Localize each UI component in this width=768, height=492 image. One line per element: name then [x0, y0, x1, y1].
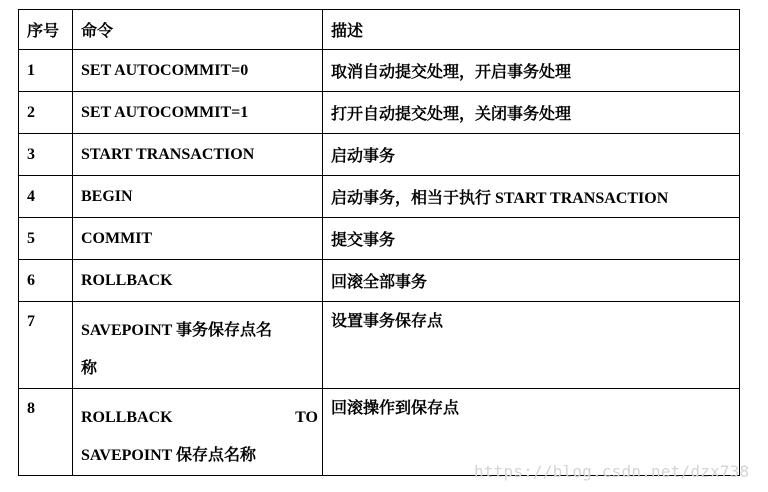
command-line-2: 称 — [81, 360, 98, 377]
transaction-commands-table — [18, 9, 740, 476]
row-command: ROLLBACK — [73, 260, 323, 302]
row-description: 回滚操作到保存点 — [323, 389, 740, 476]
table-row — [19, 302, 740, 389]
table-row — [19, 218, 740, 260]
row-seq: 2 — [19, 92, 73, 134]
row-command: START TRANSACTION — [73, 134, 323, 176]
row-seq: 4 — [19, 176, 73, 218]
row-command: SET AUTOCOMMIT=1 — [73, 92, 323, 134]
row-command: BEGIN — [73, 176, 323, 218]
row-description: 提交事务 — [323, 218, 740, 260]
row-command: COMMIT — [73, 218, 323, 260]
command-line-1: SAVEPOINT 事务保存点名 — [81, 322, 273, 339]
table-row — [19, 176, 740, 218]
row-description: 启动事务，相当于执行 START TRANSACTION — [323, 176, 740, 218]
row-seq: 8 — [19, 389, 73, 476]
row-seq: 7 — [19, 302, 73, 389]
row-description: 打开自动提交处理，关闭事务处理 — [323, 92, 740, 134]
row-command — [73, 389, 323, 476]
row-description: 取消自动提交处理，开启事务处理 — [323, 50, 740, 92]
header-description: 描述 — [323, 10, 740, 50]
header-command: 命令 — [73, 10, 323, 50]
command-line-1 — [81, 399, 318, 437]
row-seq: 3 — [19, 134, 73, 176]
header-row — [19, 10, 740, 50]
row-description: 设置事务保存点 — [323, 302, 740, 389]
command-line-2: SAVEPOINT 保存点名称 — [81, 447, 257, 464]
row-description: 启动事务 — [323, 134, 740, 176]
row-seq: 5 — [19, 218, 73, 260]
row-seq: 6 — [19, 260, 73, 302]
table-row — [19, 134, 740, 176]
table-row — [19, 50, 740, 92]
row-description: 回滚全部事务 — [323, 260, 740, 302]
header-seq: 序号 — [19, 10, 73, 50]
row-command — [73, 302, 323, 389]
row-command: SET AUTOCOMMIT=0 — [73, 50, 323, 92]
watermark: https://blog.csdn.net/dzx738 — [474, 462, 750, 481]
row-seq: 1 — [19, 50, 73, 92]
command-word-to: TO — [295, 409, 318, 426]
table-row — [19, 92, 740, 134]
table-row — [19, 260, 740, 302]
command-word-rollback: ROLLBACK — [81, 409, 173, 426]
